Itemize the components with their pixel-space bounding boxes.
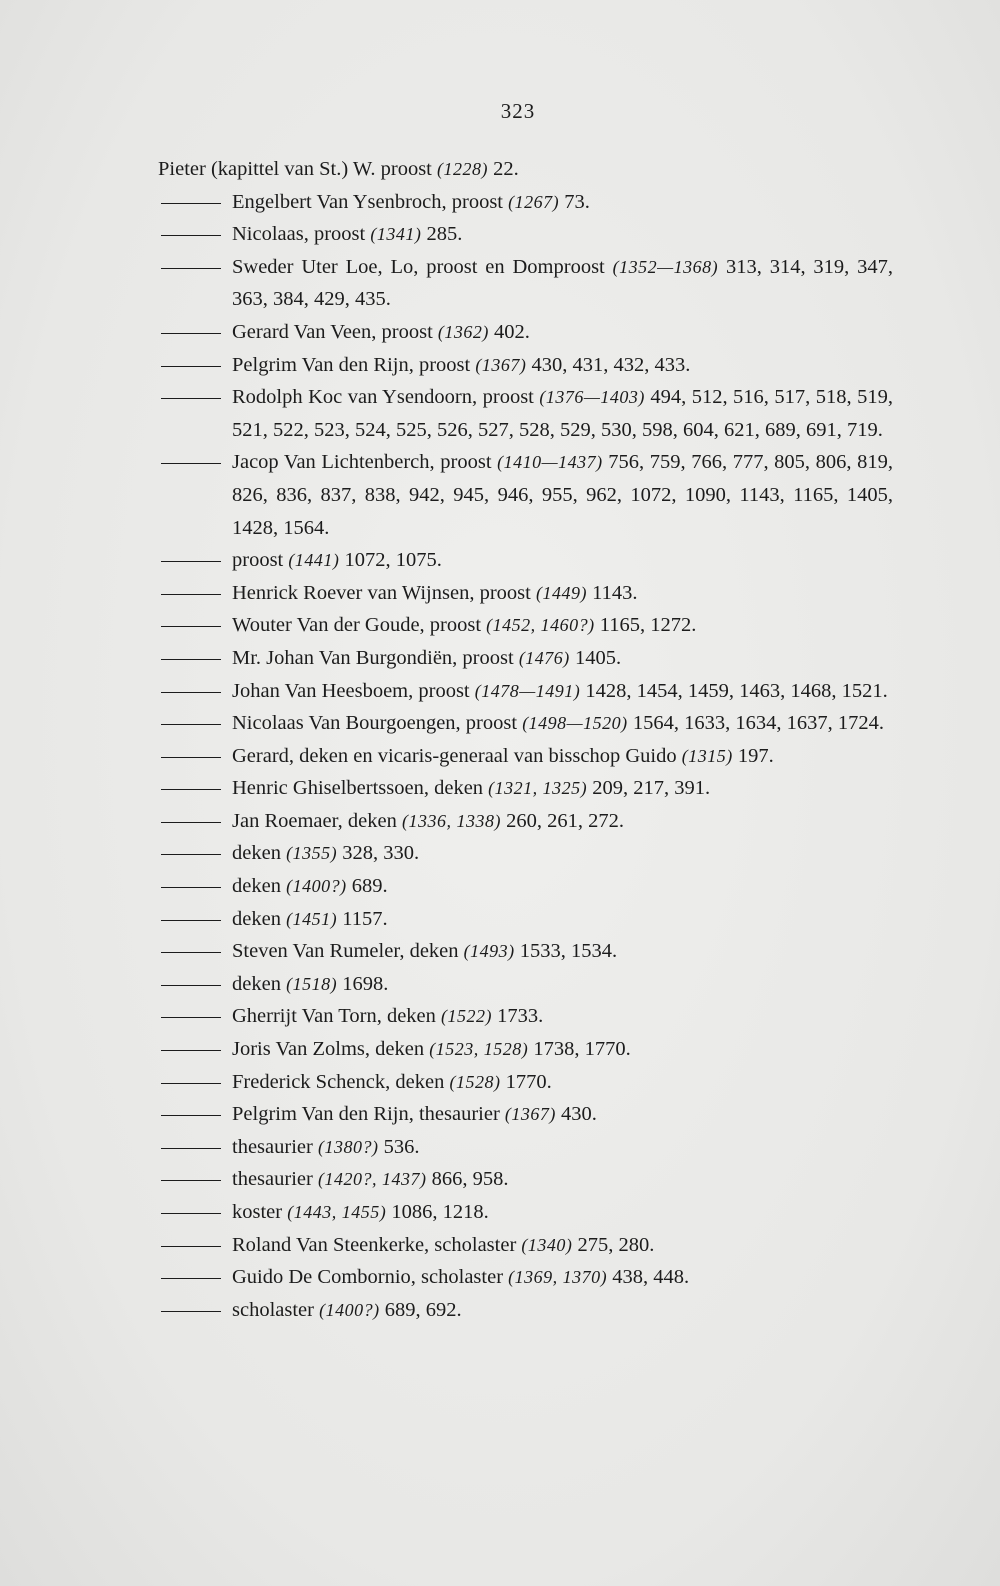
- ditto-dash: [161, 659, 221, 660]
- entry-date: (1518): [286, 973, 338, 994]
- index-entry: [158, 446, 893, 544]
- entry-name: Jan Roemaer, deken: [232, 809, 397, 832]
- entry-refs: 1405.: [574, 646, 622, 669]
- ditto-dash: [161, 789, 221, 790]
- ditto-dash: [161, 952, 221, 953]
- ditto-dash: [161, 1180, 221, 1181]
- entry-name: Nicolaas Van Bourgoengen, proost: [232, 712, 518, 735]
- index-entry: [158, 1294, 893, 1327]
- entry-date: (1341): [370, 224, 422, 245]
- entry-date: (1498—1520): [522, 713, 628, 734]
- entry-date: (1367): [475, 354, 527, 375]
- entry-date: (1315): [681, 745, 733, 766]
- index-entry: [158, 837, 893, 870]
- entry-name: Mr. Johan Van Burgondiën, proost: [232, 646, 514, 669]
- entry-date: (1410—1437): [497, 452, 603, 473]
- entry-refs: 22.: [493, 158, 519, 180]
- entry-refs: 438, 448.: [612, 1266, 690, 1289]
- entry-date: (1451): [286, 908, 338, 929]
- entry-name: deken: [232, 875, 281, 898]
- entry-name: Joris Van Zolms, deken: [232, 1038, 425, 1061]
- entry-name: Frederick Schenck, deken: [232, 1070, 445, 1093]
- index-entry: [158, 1163, 893, 1196]
- entry-name: Engelbert Van Ysenbroch, proost: [232, 190, 503, 213]
- entry-name: Jacop Van Lichtenberch, proost: [232, 451, 492, 474]
- entry-name: proost: [232, 549, 284, 572]
- entry-date: (1336, 1338): [401, 810, 501, 831]
- entry-date: (1476): [518, 647, 570, 668]
- entry-name: Henrick Roever van Wijnsen, proost: [232, 581, 531, 604]
- index-entry: [158, 349, 893, 382]
- index-entry: [158, 740, 893, 773]
- ditto-dash: [161, 561, 221, 562]
- entry-name: Gerard Van Veen, proost: [232, 320, 433, 343]
- entry-name: thesaurier: [232, 1168, 313, 1191]
- index-entry: [158, 251, 893, 316]
- entry-name: koster: [232, 1201, 283, 1223]
- ditto-dash: [161, 854, 221, 855]
- entry-refs: 209, 217, 391.: [592, 777, 711, 800]
- entry-date: (1400?): [286, 876, 347, 897]
- entry-name: thesaurier: [232, 1135, 313, 1158]
- index-entry: [158, 1229, 893, 1262]
- entry-name: Henric Ghiselbertssoen, deken: [232, 777, 484, 800]
- ditto-dash: [161, 1246, 221, 1247]
- entry-name: Gherrijt Van Torn, deken: [232, 1005, 436, 1028]
- entry-refs: 328, 330.: [342, 842, 420, 865]
- entry-date: (1228): [437, 159, 488, 179]
- index-entry: [158, 1131, 893, 1164]
- ditto-dash: [161, 1017, 221, 1018]
- index-entry: [158, 316, 893, 349]
- ditto-dash: [161, 1278, 221, 1279]
- ditto-dash: [161, 235, 221, 236]
- entry-refs: 1157.: [342, 907, 388, 930]
- entry-name: Roland Van Steenkerke, scholaster: [232, 1233, 517, 1256]
- ditto-dash: [161, 822, 221, 823]
- entry-name: Steven Van Rumeler, deken: [232, 940, 459, 963]
- entry-refs: 1564, 1633, 1634, 1637, 1724.: [632, 712, 884, 735]
- ditto-dash: [161, 1213, 221, 1214]
- ditto-dash: [161, 594, 221, 595]
- index-entry: [158, 577, 893, 610]
- entry-date: (1340): [521, 1234, 573, 1255]
- ditto-dash: [161, 463, 221, 464]
- entry-date: (1400?): [319, 1299, 380, 1320]
- entry-date: (1367): [504, 1104, 556, 1125]
- entry-refs: 1165, 1272.: [599, 614, 697, 637]
- entry-date: (1321, 1325): [488, 778, 588, 799]
- index-entry: [158, 1066, 893, 1099]
- entry-refs: 494, 512, 516, 517, 518, 519, 521, 522, 523, 524, 525, 526, 527, 528, 529, 530, 598, 604, 621, 689, 691, 719.: [232, 386, 894, 441]
- entry-name: deken: [232, 907, 281, 930]
- entry-date: (1449): [535, 582, 587, 603]
- entry-refs: 430.: [561, 1103, 597, 1126]
- entry-date: (1267): [508, 191, 560, 212]
- ditto-dash: [161, 1148, 221, 1149]
- ditto-dash: [161, 626, 221, 627]
- entry-name: Johan Van Heesboem, proost: [232, 679, 470, 702]
- entry-name: Pelgrim Van den Rijn, proost: [232, 353, 471, 376]
- entry-refs: 430, 431, 432, 433.: [531, 353, 691, 376]
- entry-name: Rodolph Koc van Ysendoorn, proost: [232, 386, 534, 409]
- entry-refs: 1533, 1534.: [519, 940, 618, 963]
- index-entry: [158, 1000, 893, 1033]
- entry-date: (1493): [463, 941, 515, 962]
- entry-date: (1352—1368): [612, 256, 719, 277]
- entry-refs: 197.: [737, 744, 774, 767]
- entry-name: scholaster: [232, 1298, 314, 1321]
- ditto-dash: [161, 366, 221, 367]
- index-list: [158, 153, 893, 1326]
- entry-refs: 1698.: [342, 972, 389, 995]
- entry-date: (1355): [286, 843, 338, 864]
- entry-refs: 1143.: [592, 581, 638, 604]
- entry-refs: 260, 261, 272.: [506, 809, 624, 832]
- ditto-dash: [161, 268, 221, 269]
- entry-refs: 285.: [426, 223, 463, 246]
- ditto-dash: [161, 333, 221, 334]
- entry-date: (1380?): [317, 1136, 379, 1157]
- ditto-dash: [161, 887, 221, 888]
- index-entry: [158, 903, 893, 936]
- index-entry: [158, 544, 893, 577]
- ditto-dash: [161, 724, 221, 725]
- ditto-dash: [161, 692, 221, 693]
- index-entry: [158, 870, 893, 903]
- index-entry: [158, 153, 893, 186]
- entry-name: deken: [232, 842, 281, 865]
- index-entry: [158, 1033, 893, 1066]
- index-entry: [158, 609, 893, 642]
- entry-name: Wouter Van der Goude, proost: [232, 614, 482, 637]
- entry-name: Pelgrim Van den Rijn, thesaurier: [232, 1103, 500, 1126]
- entry-date: (1452, 1460?): [486, 615, 595, 636]
- ditto-dash: [161, 1311, 221, 1312]
- entry-date: (1369, 1370): [508, 1267, 608, 1288]
- page-number: 323: [500, 99, 536, 123]
- index-entry: [158, 186, 893, 219]
- entry-name: Guido De Combornio, scholaster: [232, 1266, 504, 1289]
- entry-refs: 275, 280.: [577, 1233, 655, 1256]
- ditto-dash: [161, 920, 221, 921]
- entry-refs: 756, 759, 766, 777, 805, 806, 819, 826, 836, 837, 838, 942, 945, 946, 955, 962, 1072, 1090, 1143, 1165, 1405, 1428, 1564.: [232, 451, 894, 539]
- index-entry: [158, 968, 893, 1001]
- ditto-dash: [161, 203, 221, 204]
- entry-refs: 689, 692.: [384, 1298, 462, 1321]
- entry-date: (1478—1491): [474, 680, 581, 701]
- entry-date: (1523, 1528): [429, 1039, 529, 1060]
- entry-date: (1376—1403): [539, 387, 645, 408]
- entry-refs: 866, 958.: [431, 1168, 509, 1191]
- entry-refs: 1733.: [497, 1005, 544, 1028]
- index-entry: [158, 218, 893, 251]
- index-entry: [158, 642, 893, 675]
- entry-refs: 313, 314, 319, 347, 363, 384, 429, 435.: [232, 255, 894, 311]
- entry-date: (1362): [437, 321, 489, 342]
- entry-date: (1420?, 1437): [317, 1169, 427, 1190]
- entry-date: (1441): [288, 550, 340, 571]
- index-entry: [158, 1098, 893, 1131]
- index-entry: [158, 935, 893, 968]
- index-entry: [158, 707, 893, 740]
- ditto-dash: [161, 1050, 221, 1051]
- entry-refs: 1738, 1770.: [533, 1038, 631, 1061]
- entry-date: (1443, 1455): [287, 1202, 387, 1222]
- ditto-dash: [161, 398, 221, 399]
- index-entry: [158, 805, 893, 838]
- index-entry: [158, 772, 893, 805]
- ditto-dash: [161, 757, 221, 758]
- entry-refs: 1428, 1454, 1459, 1463, 1468, 1521.: [585, 679, 888, 702]
- entry-refs: 689.: [351, 875, 388, 898]
- entry-name: Sweder Uter Loe, Lo, proost en Domproost: [232, 255, 605, 278]
- entry-refs: 1086, 1218.: [391, 1201, 489, 1223]
- index-entry: [158, 381, 893, 446]
- index-entry: [158, 675, 893, 708]
- ditto-dash: [161, 1115, 221, 1116]
- entry-refs: 1770.: [505, 1070, 552, 1093]
- entry-name: Pieter (kapittel van St.) W. proost: [158, 158, 432, 180]
- entry-date: (1528): [449, 1071, 501, 1092]
- entry-refs: 73.: [564, 190, 590, 213]
- entry-name: Nicolaas, proost: [232, 223, 366, 246]
- index-entry: [158, 1261, 893, 1294]
- entry-refs: 536.: [383, 1135, 420, 1158]
- entry-name: Gerard, deken en vicaris-generaal van bisschop Guido: [232, 744, 677, 767]
- entry-refs: 1072, 1075.: [344, 549, 442, 572]
- entry-refs: 402.: [494, 320, 530, 343]
- ditto-dash: [161, 985, 221, 986]
- ditto-dash: [161, 1083, 221, 1084]
- entry-date: (1522): [441, 1006, 493, 1027]
- entry-name: deken: [232, 972, 281, 995]
- index-entry: [158, 1196, 893, 1229]
